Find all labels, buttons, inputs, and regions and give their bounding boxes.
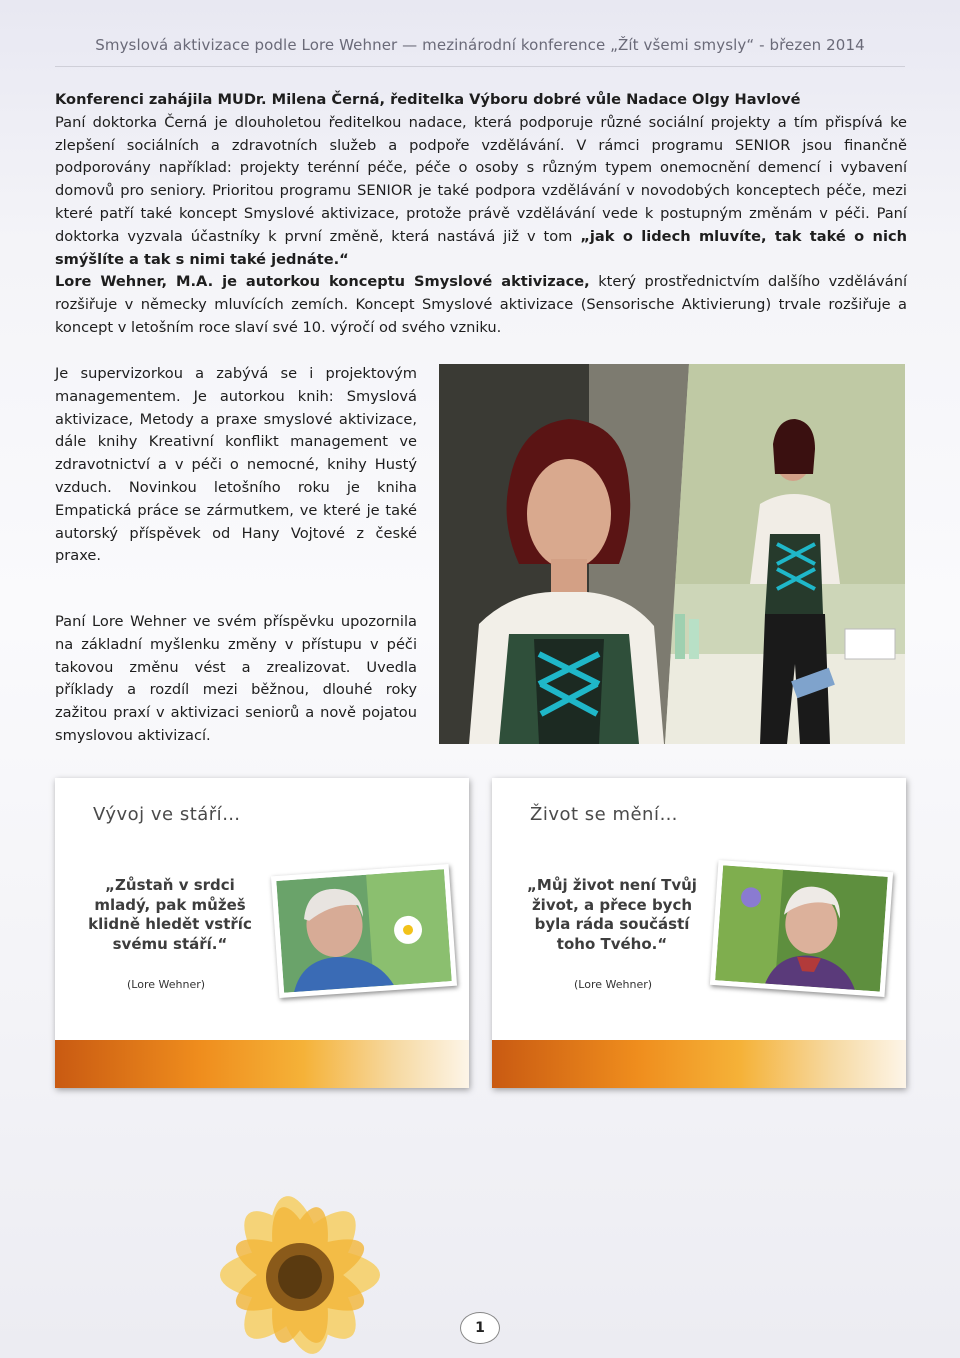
- running-header: Smyslová aktivizace podle Lore Wehner — mezinárodní konference „Žít všemi smysly“ - březen 2014: [95, 36, 865, 54]
- intro-paragraph: [55, 112, 907, 272]
- slide-quote: „Zůstaň v srdci mladý, pak můžeš klidně hledět vstříc svému stáří.“: [88, 876, 252, 953]
- slide-orange-band: [492, 1040, 906, 1088]
- elderly-woman-garden-image: [715, 865, 888, 991]
- intro-quote: „jak o lidech mluvíte, tak také o nich smýšlíte a tak s nimi také jednáte.“: [55, 227, 907, 268]
- intro-text: Paní doktorka Černá je dlouholetou ředitelkou nadace, která podporuje různé sociální projekty a tím přispívá ke zlepšení sociálních a zdravotních služeb a podpoře vzdělávání. V rámci programu SENIOR jsou finančně podporovány například: projekty terénní péče, péče o osoby s různým typem onemocnění demencí i vybavení domovů pro seniory. Prioritou programu SENIOR je také podpora vzdělávání v novodobých konceptech péče, mezi které patří také koncept Smyslové aktivizace, protože právě vzdělávání vede k postupným změnám v péči. Paní doktorka vyzvala účastníky k první změně, která nastává již v tom: [55, 113, 907, 245]
- slide-author: (Lore Wehner): [574, 978, 653, 991]
- slide-orange-band: [55, 1040, 469, 1088]
- intro-heading: Konferenci zahájila MUDr. Milena Černá, ředitelka Výboru dobré vůle Nadace Olgy Havlové: [55, 91, 801, 108]
- decorative-flower: [150, 1165, 450, 1358]
- elderly-woman-flower-photo: [271, 864, 457, 998]
- slide-quote: „Můj život není Tvůj život, a přece bych byla ráda součástí toho Tvého.“: [527, 876, 697, 953]
- page-number: 1: [460, 1312, 500, 1344]
- speaker-portrait-photo: [439, 364, 691, 744]
- header-divider: [55, 66, 905, 67]
- bio-paragraph: Je supervizorkou a zabývá se i projektovým managementem. Je autorkou knih: Smyslová aktivizace, Metody a praxe smyslové aktivizace, dále knihy Kreativní konflikt management ve zdravotnictví a v péči o nemocné, knihy Hustý vzduch. Novinkou letošního roku je kniha Empatická práce se zármutkem, ve které je také autorský příspěvek od Hany Vojtové z české praxe.: [55, 365, 417, 565]
- slide-author: (Lore Wehner): [127, 978, 206, 991]
- portrait-illustration: [439, 364, 691, 744]
- intro-section: [55, 89, 907, 340]
- speaker-stage-photo: [665, 364, 905, 744]
- elderly-woman-image: [276, 869, 451, 992]
- talk-paragraph: Paní Lore Wehner ve svém příspěvku upozornila na základní myšlenku změny v přístupu v péči takovou změnu vést a zrealizovat. Uvedla příklady a rozdíl mezi běžnou, dlouhé roky zažitou praxí v aktivizaci seniorů a nově pojatou smyslovou aktivizací.: [55, 613, 417, 744]
- lore-paragraph: [55, 271, 907, 339]
- slide-aging: [55, 778, 469, 1088]
- lore-heading: Lore Wehner, M.A. je autorkou konceptu Smyslové aktivizace,: [55, 273, 590, 291]
- stage-illustration: [665, 364, 905, 744]
- slide-title: Vývoj ve stáří…: [93, 804, 241, 825]
- slide-title: Život se mění…: [530, 804, 678, 825]
- slide-life-changes: [492, 778, 906, 1088]
- elderly-woman-garden-photo: [710, 860, 893, 997]
- lore-text: který prostřednictvím dalšího vzdělávání rozšiřuje v německy mluvících zemích. Koncept Smyslové aktivizace (Sensorische Aktivierung) trvale rozšiřuje a koncept v letošním roce slaví své 10. výročí od svého vzniku.: [55, 273, 908, 336]
